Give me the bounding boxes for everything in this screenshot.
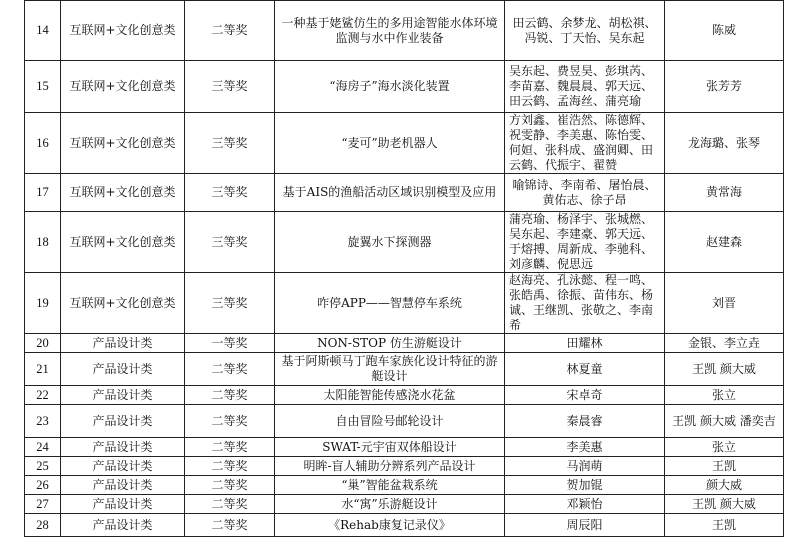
awards-table [24, 0, 784, 537]
students-cell: 贺加锟 [505, 476, 665, 495]
advisor-cell: 张立 [665, 438, 784, 457]
project-name-cell: 明眸-盲人辅助分辨系列产品设计 [275, 457, 505, 476]
category-cell: 产品设计类 [61, 476, 185, 495]
row-number: 24 [25, 438, 61, 457]
award-level-cell: 二等奖 [185, 386, 275, 405]
award-level-cell: 二等奖 [185, 405, 275, 438]
award-level-cell: 三等奖 [185, 212, 275, 273]
advisor-cell: 刘晋 [665, 273, 784, 334]
project-name-cell: 基于阿斯顿马丁跑车家族化设计特征的游艇设计 [275, 353, 505, 386]
table-row [25, 386, 784, 405]
table-row [25, 457, 784, 476]
category-cell: 产品设计类 [61, 457, 185, 476]
advisor-cell: 黄常海 [665, 174, 784, 212]
row-number: 17 [25, 174, 61, 212]
row-number: 14 [25, 1, 61, 61]
row-number: 18 [25, 212, 61, 273]
row-number: 21 [25, 353, 61, 386]
award-level-cell: 三等奖 [185, 273, 275, 334]
table-row [25, 438, 784, 457]
table-row [25, 334, 784, 353]
row-number: 15 [25, 61, 61, 113]
table-row [25, 405, 784, 438]
award-level-cell: 二等奖 [185, 495, 275, 514]
students-cell: 林夏童 [505, 353, 665, 386]
students-cell: 宋卓奇 [505, 386, 665, 405]
students-cell: 秦晨睿 [505, 405, 665, 438]
award-level-cell: 二等奖 [185, 457, 275, 476]
project-name-cell: 基于AIS的渔船活动区域识别模型及应用 [275, 174, 505, 212]
row-number: 16 [25, 113, 61, 174]
award-level-cell: 三等奖 [185, 61, 275, 113]
awards-table-body [25, 1, 784, 537]
advisor-cell: 王凯 颜大威 潘奕吉 [665, 405, 784, 438]
table-row [25, 495, 784, 514]
project-name-cell: 咋停APP——智慧停车系统 [275, 273, 505, 334]
students-cell: 吴东起、费昱昊、彭琪芮、李苗嘉、魏晨晨、郭天远、田云鹤、孟海丝、蒲亮瑜 [505, 61, 665, 113]
students-cell: 邓颖怡 [505, 495, 665, 514]
awards-table-container [24, 0, 783, 537]
award-level-cell: 二等奖 [185, 476, 275, 495]
project-name-cell: 旋翼水下探测器 [275, 212, 505, 273]
category-cell: 产品设计类 [61, 386, 185, 405]
award-level-cell: 二等奖 [185, 514, 275, 537]
table-row [25, 476, 784, 495]
students-cell: 赵海亮、孔泳懿、程一鸣、张皓禹、徐振、苗伟东、杨诚、王继凯、张敬之、李南希 [505, 273, 665, 334]
row-number: 28 [25, 514, 61, 537]
project-name-cell: “海房子”海水淡化装置 [275, 61, 505, 113]
students-cell: 田云鹤、余梦龙、胡松祺、冯锐、丁天怡、吴东起 [505, 1, 665, 61]
row-number: 22 [25, 386, 61, 405]
row-number: 26 [25, 476, 61, 495]
table-row [25, 273, 784, 334]
advisor-cell: 张芳芳 [665, 61, 784, 113]
category-cell: 互联网+文化创意类 [61, 174, 185, 212]
project-name-cell: 《Rehab康复记录仪》 [275, 514, 505, 537]
advisor-cell: 颜大威 [665, 476, 784, 495]
table-row [25, 113, 784, 174]
category-cell: 产品设计类 [61, 334, 185, 353]
category-cell: 互联网+文化创意类 [61, 273, 185, 334]
row-number: 19 [25, 273, 61, 334]
students-cell: 李美惠 [505, 438, 665, 457]
award-level-cell: 二等奖 [185, 1, 275, 61]
advisor-cell: 陈威 [665, 1, 784, 61]
table-row [25, 61, 784, 113]
category-cell: 产品设计类 [61, 438, 185, 457]
advisor-cell: 王凯 [665, 514, 784, 537]
table-row [25, 212, 784, 273]
award-level-cell: 三等奖 [185, 113, 275, 174]
award-level-cell: 二等奖 [185, 438, 275, 457]
project-name-cell: 一种基于姥鲨仿生的多用途智能水体环境监测与水中作业装备 [275, 1, 505, 61]
advisor-cell: 王凯 颜大威 [665, 353, 784, 386]
award-level-cell: 二等奖 [185, 353, 275, 386]
row-number: 27 [25, 495, 61, 514]
advisor-cell: 金银、李立垚 [665, 334, 784, 353]
students-cell: 方刘鑫、崔浩然、陈德辉、祝雯静、李美惠、陈怡雯、何姮、张科成、盛润卿、田云鹤、代振宇、翟赞 [505, 113, 665, 174]
table-row [25, 353, 784, 386]
category-cell: 产品设计类 [61, 495, 185, 514]
advisor-cell: 王凯 [665, 457, 784, 476]
project-name-cell: “巢”智能盆栽系统 [275, 476, 505, 495]
row-number: 20 [25, 334, 61, 353]
row-number: 25 [25, 457, 61, 476]
table-row [25, 1, 784, 61]
project-name-cell: NON-STOP 仿生游艇设计 [275, 334, 505, 353]
advisor-cell: 张立 [665, 386, 784, 405]
students-cell: 喻锦诗、李南希、屠怡晨、黄佑志、徐子昂 [505, 174, 665, 212]
students-cell: 马润萌 [505, 457, 665, 476]
project-name-cell: “麦可”助老机器人 [275, 113, 505, 174]
table-row [25, 174, 784, 212]
category-cell: 产品设计类 [61, 353, 185, 386]
project-name-cell: 自由冒险号邮轮设计 [275, 405, 505, 438]
table-row [25, 514, 784, 537]
students-cell: 周辰阳 [505, 514, 665, 537]
category-cell: 互联网+文化创意类 [61, 113, 185, 174]
students-cell: 蒲亮瑜、杨泽宇、张城燃、吴东起、李建豪、郭天远、于熔搏、周新成、李驰科、刘彦麟、倪思远 [505, 212, 665, 273]
award-level-cell: 三等奖 [185, 174, 275, 212]
category-cell: 互联网+文化创意类 [61, 61, 185, 113]
category-cell: 互联网+文化创意类 [61, 1, 185, 61]
project-name-cell: SWAT-元宇宙双体船设计 [275, 438, 505, 457]
award-level-cell: 一等奖 [185, 334, 275, 353]
category-cell: 产品设计类 [61, 514, 185, 537]
advisor-cell: 王凯 颜大威 [665, 495, 784, 514]
project-name-cell: 太阳能智能传感浇水花盆 [275, 386, 505, 405]
category-cell: 互联网+文化创意类 [61, 212, 185, 273]
row-number: 23 [25, 405, 61, 438]
advisor-cell: 龙海璐、张琴 [665, 113, 784, 174]
category-cell: 产品设计类 [61, 405, 185, 438]
advisor-cell: 赵建森 [665, 212, 784, 273]
project-name-cell: 水“寓”乐游艇设计 [275, 495, 505, 514]
students-cell: 田耀林 [505, 334, 665, 353]
